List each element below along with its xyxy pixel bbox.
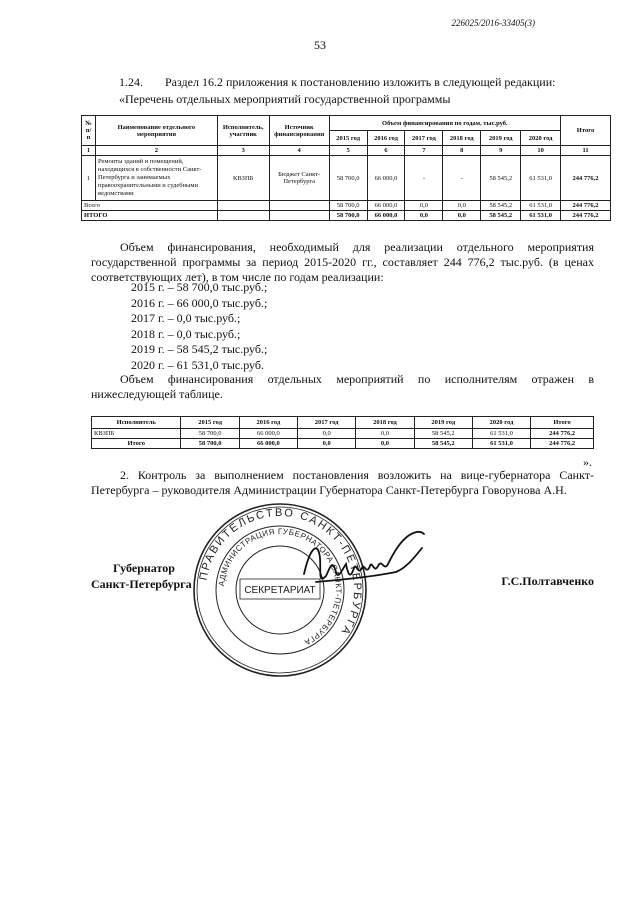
value-cell: 0,0 <box>405 211 443 221</box>
grand-total-row <box>82 211 611 221</box>
signatory-title-line1: Губернатор <box>113 561 175 575</box>
sum-label: Всего <box>82 201 218 211</box>
col-total-header: Итого <box>561 116 611 146</box>
total-cell: 244 776,2 <box>561 211 611 221</box>
executor-cell: КВЗПБ <box>217 156 269 201</box>
signatory-title-line2: Санкт-Петербурга <box>91 577 192 591</box>
measures-table <box>81 115 611 221</box>
page-number: 53 <box>314 38 326 52</box>
index-cell: 10 <box>521 146 561 156</box>
signatory-name: Г.С.Полтавченко <box>501 574 594 588</box>
value-cell: 66 000,0 <box>239 429 297 439</box>
index-cell: 7 <box>405 146 443 156</box>
index-cell: 9 <box>481 146 521 156</box>
index-row <box>82 146 611 156</box>
executors-paragraph: Объем финансирования отдельных мероприятий по исполнителям отражен в нижеследующей таблице. <box>91 372 594 401</box>
col-source-header: Источник финансирования <box>269 116 329 146</box>
value-cell: 61 531,0 <box>472 429 530 439</box>
list-title: «Перечень отдельных мероприятий государственной программы <box>119 92 451 106</box>
col-financing-header: Объем финансирования по годам, тыс.руб. <box>329 116 560 131</box>
value-cell: 66 000,0 <box>367 211 405 221</box>
value-cell: 58 545,2 <box>481 201 521 211</box>
total-cell: 244 776,2 <box>531 439 594 449</box>
value-cell: 58 545,2 <box>414 439 472 449</box>
col-year-header: 2017 год <box>405 131 443 146</box>
control-paragraph: 2. Контроль за выполнением постановления возложить на вице-губернатора Санкт-Петербурга – руководителя Администрации Губернатора Санкт-Петербурга Говорунова А.Н. <box>91 468 594 497</box>
index-cell: 4 <box>269 146 329 156</box>
item-number: 1.24. <box>119 75 143 89</box>
index-cell: 8 <box>443 146 481 156</box>
value-cell: 66 000,0 <box>367 201 405 211</box>
row-num: 1 <box>82 156 96 201</box>
col-year-header: 2015 год <box>329 131 367 146</box>
index-cell: 3 <box>217 146 269 156</box>
value-cell: 58 545,2 <box>481 156 521 201</box>
measure-name: Ремонты зданий и помещений, находящихся в собственности Санкт-Петербурга и занимаемых правоохранительными и судебными ведомствами <box>95 156 217 201</box>
seal-outer-text: ПРАВИТЕЛЬСТВО САНКТ-ПЕТЕРБУРГА <box>197 506 364 638</box>
value-cell: 66 000,0 <box>367 156 405 201</box>
seal-center-text: СЕКРЕТАРИАТ <box>244 585 316 596</box>
value-cell: 58 545,2 <box>414 429 472 439</box>
value-cell: 0,0 <box>356 429 414 439</box>
value-cell: 0,0 <box>443 201 481 211</box>
col-header: 2020 год <box>472 417 530 429</box>
table-row <box>92 429 594 439</box>
handwritten-signature <box>296 528 432 608</box>
grand-total-label: ИТОГО <box>82 211 218 221</box>
col-header: Итого <box>531 417 594 429</box>
value-cell: 58 700,0 <box>181 439 239 449</box>
index-cell: 5 <box>329 146 367 156</box>
value-cell: 58 545,2 <box>481 211 521 221</box>
col-header: 2018 год <box>356 417 414 429</box>
col-header: Исполнитель <box>92 417 181 429</box>
col-year-header: 2020 год <box>521 131 561 146</box>
source-cell: Бюджет Санкт-Петербурга <box>269 156 329 201</box>
list-item: 2015 г. – 58 700,0 тыс.руб.; <box>131 280 268 294</box>
col-name-header: Наименование отдельного мероприятия <box>95 116 217 146</box>
document-id: 226025/2016-33405(3) <box>451 18 535 28</box>
empty-cell <box>217 201 269 211</box>
value-cell: - <box>443 156 481 201</box>
sum-row <box>82 201 611 211</box>
col-header: 2019 год <box>414 417 472 429</box>
total-cell: 244 776,2 <box>531 429 594 439</box>
index-cell: 1 <box>82 146 96 156</box>
list-item: 2016 г. – 66 000,0 тыс.руб.; <box>131 295 268 310</box>
col-year-header: 2019 год <box>481 131 521 146</box>
years-list <box>131 280 267 373</box>
financing-paragraph: Объем финансирования, необходимый для реализации отдельного мероприятия государственной программы за период 2015-2020 гг., составляет 244 776,2 тыс.руб. (в ценах соответствующих лет), в том числе по годам реализации: <box>91 240 594 284</box>
empty-cell <box>269 201 329 211</box>
list-item: 2017 г. – 0,0 тыс.руб.; <box>131 311 241 325</box>
executors-table <box>91 416 594 449</box>
table-row <box>82 156 611 201</box>
signatory-title <box>91 560 192 592</box>
value-cell: 61 531,0 <box>521 156 561 201</box>
value-cell: 61 531,0 <box>521 211 561 221</box>
grand-total-row <box>92 439 594 449</box>
value-cell: 61 531,0 <box>472 439 530 449</box>
empty-cell <box>217 211 269 221</box>
col-executor-header: Исполнитель, участник <box>217 116 269 146</box>
value-cell: 0,0 <box>298 429 356 439</box>
value-cell: 58 700,0 <box>181 429 239 439</box>
list-item: 2018 г. – 0,0 тыс.руб.; <box>131 326 241 341</box>
index-cell: 11 <box>561 146 611 156</box>
value-cell: 0,0 <box>298 439 356 449</box>
seal-inner-text: АДМИНИСТРАЦИЯ ГУБЕРНАТОРА САНКТ-ПЕТЕРБУРГА <box>217 526 344 648</box>
col-header: 2016 год <box>239 417 297 429</box>
value-cell: 0,0 <box>443 211 481 221</box>
value-cell: 58 700,0 <box>329 211 367 221</box>
grand-total-label: Итого <box>92 439 181 449</box>
value-cell: 58 700,0 <box>329 201 367 211</box>
col-year-header: 2016 год <box>367 131 405 146</box>
col-year-header: 2018 год <box>443 131 481 146</box>
value-cell: 61 531,0 <box>521 201 561 211</box>
index-cell: 6 <box>367 146 405 156</box>
value-cell: 58 700,0 <box>329 156 367 201</box>
item-heading <box>119 75 555 90</box>
value-cell: - <box>405 156 443 201</box>
list-item: 2020 г. – 61 531,0 тыс.руб. <box>131 357 264 372</box>
col-header: 2017 год <box>298 417 356 429</box>
item-text: Раздел 16.2 приложения к постановлению изложить в следующей редакции: <box>165 75 556 89</box>
index-cell: 2 <box>95 146 217 156</box>
empty-cell <box>269 211 329 221</box>
total-cell: 244 776,2 <box>561 156 611 201</box>
list-item: 2019 г. – 58 545,2 тыс.руб.; <box>131 342 268 356</box>
executor-cell: КВЗПБ <box>92 429 181 439</box>
value-cell: 66 000,0 <box>239 439 297 449</box>
total-cell: 244 776,2 <box>561 201 611 211</box>
col-num-header: № п/п <box>82 116 96 146</box>
col-header: 2015 год <box>181 417 239 429</box>
value-cell: 0,0 <box>405 201 443 211</box>
value-cell: 0,0 <box>356 439 414 449</box>
closing-quote: ». <box>583 455 592 469</box>
